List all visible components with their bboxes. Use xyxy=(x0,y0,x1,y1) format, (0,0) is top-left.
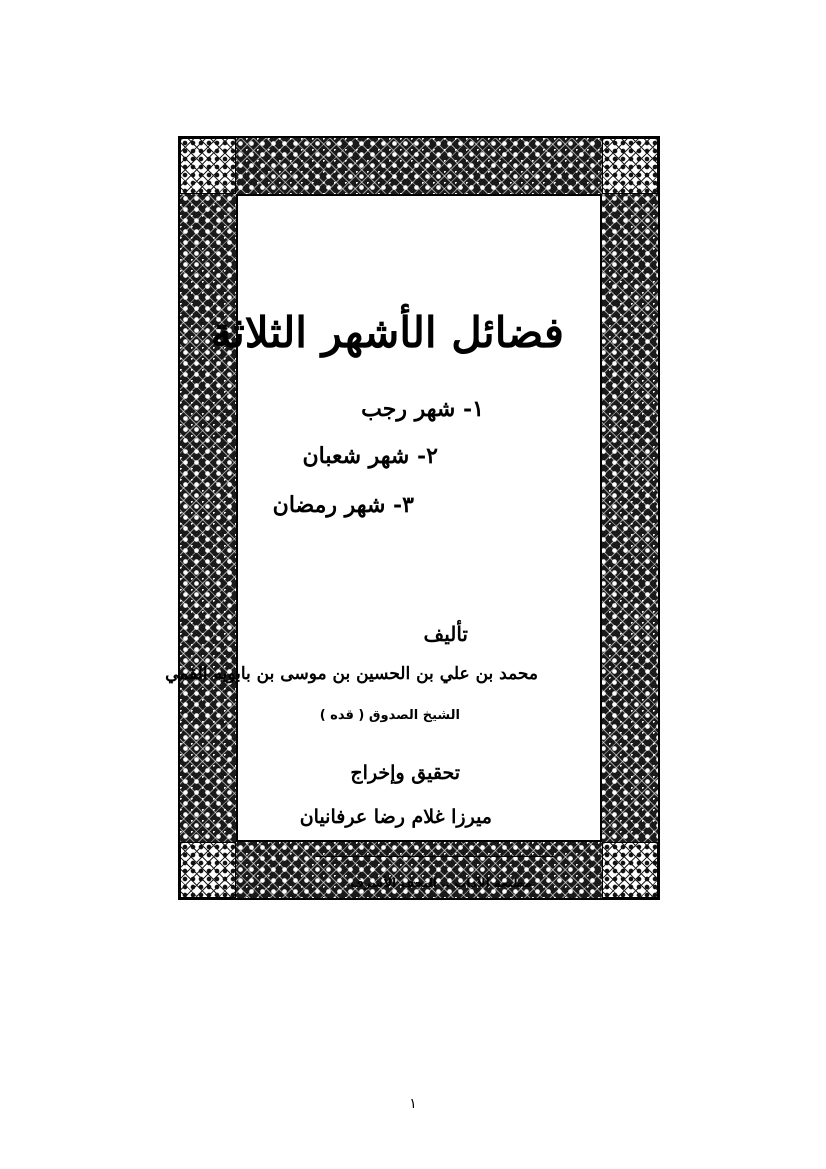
month-item-ramadan: ٣- شهر رمضان xyxy=(272,492,414,518)
corner-ornament-top-right xyxy=(602,138,658,194)
book-title: فضائل الأشهر الثلاثة xyxy=(210,308,564,357)
corner-ornament-top-left xyxy=(180,138,236,194)
author-name: محمد بن علي بن الحسين بن موسى بن بابويه القمي xyxy=(165,664,538,684)
editing-label: تحقيق وإخراج xyxy=(350,762,460,784)
publisher-imprint: مطبعة الآداب .. النجف الأشرف xyxy=(350,876,532,890)
month-item-rajab: ١- شهر رجب xyxy=(361,396,484,422)
page-number: ١ xyxy=(409,1096,417,1112)
divider-line xyxy=(316,856,554,857)
ornamental-border-frame xyxy=(165,136,660,900)
editor-name: ميرزا غلام رضا عرفانيان xyxy=(299,806,492,828)
corner-ornament-bottom-right xyxy=(602,842,658,898)
month-item-shaban: ٢- شهر شعبان xyxy=(302,443,438,469)
corner-ornament-bottom-left xyxy=(180,842,236,898)
title-page-panel xyxy=(165,194,602,890)
author-honorific: الشيخ الصدوق ( قده ) xyxy=(319,708,460,723)
author-label: تأليف xyxy=(423,622,468,646)
